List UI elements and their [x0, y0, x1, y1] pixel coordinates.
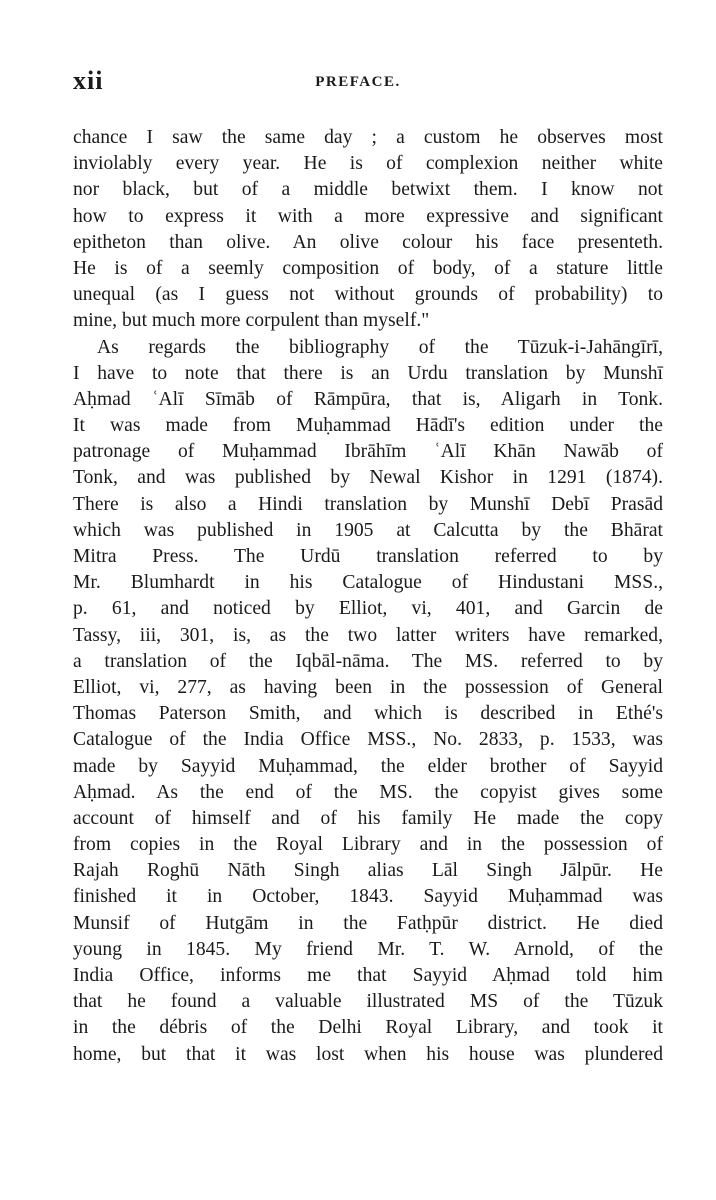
text-line: p. 61, and noticed by Elliot, vi, 401, and Garcin de: [73, 598, 663, 620]
text-line: finished it in October, 1843. Sayyid Muḥammad was: [73, 886, 663, 908]
running-head: PREFACE.: [315, 74, 401, 90]
text-line: Mitra Press. The Urdū translation referred to by: [73, 546, 663, 567]
text-line: Tassy, iii, 301, is, as the two latter writers have remarked,: [73, 624, 663, 646]
text-line: in the débris of the Delhi Royal Library, and took it: [73, 1017, 663, 1039]
text-line: As regards the bibliography of the Tūzuk-i-Jahāngīrī,: [97, 336, 663, 358]
text-line: Munsif of Hutgām in the Fatḥpūr district. He died: [73, 912, 663, 934]
text-line: home, but that it was lost when his house was plundered: [73, 1043, 663, 1065]
text-line: that he found a valuable illustrated MS of the Tūzuk: [73, 991, 663, 1013]
text-line: chance I saw the same day ; a custom he observes most: [73, 127, 663, 148]
body-text: [73, 125, 663, 1068]
text-line: Thomas Paterson Smith, and which is described in Ethé's: [73, 703, 663, 725]
text-line: from copies in the Royal Library and in the possession of: [73, 834, 663, 856]
text-line: unequal (as I guess not without grounds of probability) to: [73, 284, 663, 306]
paragraph-quotation-end: [73, 125, 663, 335]
text-line: Catalogue of the India Office MSS., No. 2833, p. 1533, was: [73, 729, 663, 751]
text-line: Rajah Roghū Nāth Singh alias Lāl Singh Jālpūr. He: [73, 860, 663, 882]
text-line: patronage of Muḥammad Ibrāhīm ʿAlī Khān Nawāb of: [73, 441, 663, 463]
text-line: epitheton than olive. An olive colour his face presenteth.: [73, 231, 663, 253]
text-line: how to express it with a more expressive and significant: [73, 205, 663, 227]
text-line: young in 1845. My friend Mr. T. W. Arnold, of the: [73, 938, 663, 960]
text-line: account of himself and of his family He made the copy: [73, 807, 663, 829]
text-line: nor black, but of a middle betwixt them. I know not: [73, 179, 663, 201]
page-number: xii: [73, 66, 104, 95]
paragraph-bibliography: [73, 335, 663, 1068]
text-line: Elliot, vi, 277, as having been in the possession of General: [73, 676, 663, 698]
text-line: Aḥmad. As the end of the MS. the copyist gives some: [73, 781, 663, 803]
text-line: Tonk, and was published by Newal Kishor in 1291 (1874).: [73, 467, 663, 489]
text-line: made by Sayyid Muḥammad, the elder brother of Sayyid: [73, 755, 663, 777]
text-line: There is also a Hindi translation by Munshī Debī Prasād: [73, 493, 663, 515]
text-line: Mr. Blumhardt in his Catalogue of Hindustani MSS.,: [73, 572, 663, 594]
text-line: a translation of the Iqbāl-nāma. The MS. referred to by: [73, 650, 663, 672]
text-line: mine, but much more corpulent than myself.": [73, 310, 430, 332]
text-line: which was published in 1905 at Calcutta by the Bhārat: [73, 519, 663, 541]
text-line: It was made from Muḥammad Hādī's edition under the: [73, 415, 663, 437]
text-line: India Office, informs me that Sayyid Aḥmad told him: [73, 965, 663, 986]
text-line: inviolably every year. He is of complexion neither white: [73, 153, 663, 175]
text-line: He is of a seemly composition of body, of a stature little: [73, 257, 663, 279]
text-line: Aḥmad ʿAlī Sīmāb of Rāmpūra, that is, Aligarh in Tonk.: [73, 388, 663, 410]
text-line: I have to note that there is an Urdu translation by Munshī: [73, 362, 663, 384]
